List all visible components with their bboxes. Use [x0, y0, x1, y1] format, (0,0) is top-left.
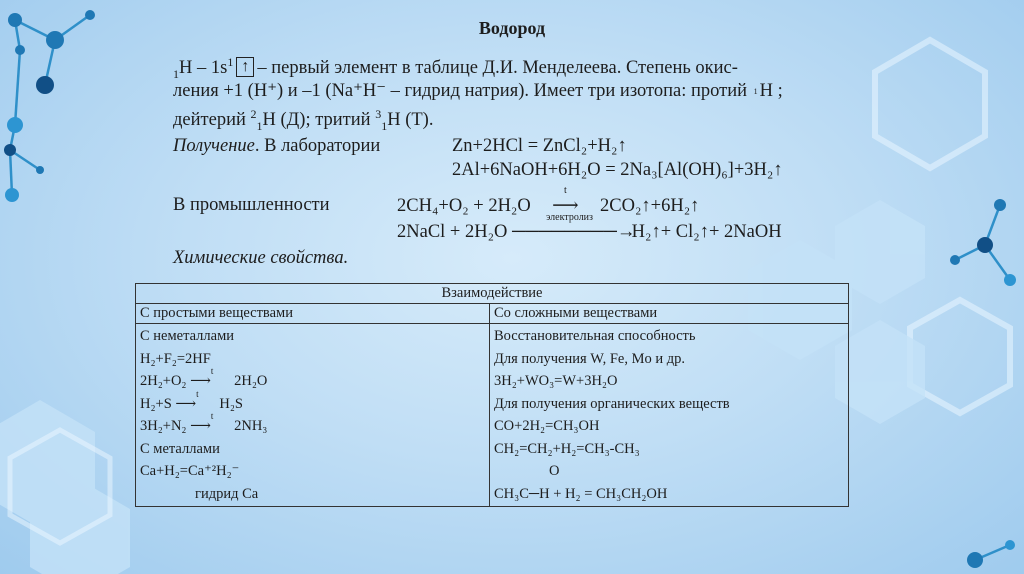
- arrow-cond: t: [563, 185, 567, 196]
- list-item: С неметаллами: [140, 328, 235, 344]
- products: 2H₂O: [234, 373, 268, 389]
- products: H₂S: [219, 395, 243, 412]
- reaction-arrow: t ⟶: [190, 415, 234, 438]
- reactants: 2H₂+O₂: [140, 373, 191, 389]
- arrow-heat: t ⟶: [535, 195, 595, 217]
- orbital-box: ↑: [236, 57, 254, 77]
- complex-substances-cell: [490, 324, 849, 507]
- deuterium-label: дейтерий: [173, 110, 246, 131]
- ind-eq2-left: 2NaCl + 2H₂O: [397, 222, 508, 242]
- col-header-simple: С простыми веществами: [136, 304, 490, 324]
- arrow-cond: t: [210, 411, 214, 421]
- industry-label: В промышленности: [173, 195, 330, 215]
- industry-equation-2: [397, 212, 782, 243]
- lab-equation-1: Zn+2HCl = ZnCl₂+H₂↑: [452, 136, 627, 156]
- intro-line-2-text: ления +1 (H⁺) и –1 (Na⁺H⁻ – гидрид натрия). Имеет три изотопа: протий: [173, 81, 748, 101]
- products: 2NH₃: [234, 418, 268, 434]
- col-header-complex: Со сложными веществами: [490, 304, 849, 324]
- list-item: H₂+F₂=2HF: [140, 350, 211, 367]
- arrow-cond: t: [196, 388, 199, 399]
- lab-label: . В лаборатории: [254, 136, 381, 156]
- list-item: [140, 411, 485, 438]
- intro-line-1-text: – первый элемент в таблице Д.И. Менделеева. Степень окис-: [257, 58, 738, 79]
- list-item: 3H₂+WO₃=W+3H₂O: [494, 373, 618, 389]
- deuterium-symbol: H (Д); тритий: [262, 110, 371, 131]
- obtaining-heading: Получение: [173, 136, 255, 156]
- list-item: С металлами: [140, 440, 220, 457]
- table-header: Взаимодействие: [136, 284, 849, 304]
- list-item: Ca+H₂=Ca⁺²H₂⁻: [140, 463, 240, 479]
- intro-line-1: $_1H - 1s^1$ ↑ – первый элемент в таблице Д.И. Менделеева. Степень окис-: [173, 55, 738, 81]
- list-item: Для получения органических веществ: [494, 395, 730, 412]
- tritium-symbol: H (T).: [387, 110, 434, 131]
- list-item: O: [549, 463, 560, 479]
- list-item: гидрид Ca: [195, 485, 259, 502]
- simple-substances-cell: [136, 324, 490, 507]
- lab-equation-2: 2Al+6NaOH+6H₂O = 2Na₃[Al(OH)₆]+3H₂↑: [452, 160, 783, 180]
- list-item: CH₂=CH₂+H₂=CH₃-CH₃: [494, 440, 640, 457]
- chem-props-heading: Химические свойства.: [173, 248, 349, 268]
- interaction-table: [135, 283, 849, 507]
- reactants: H₂+S: [140, 395, 176, 412]
- intro-line-3: дейтерий $^2_1$H (Д); тритий $^3_1$H (T).: [173, 107, 434, 133]
- reaction-arrow: t ⟶: [175, 393, 219, 416]
- list-item: CH₃C─H + H₂ = CH₃CH₂OH: [494, 485, 668, 502]
- protium-symbol: 1: [753, 86, 758, 96]
- intro-line-2: ления +1 (H⁺) и –1 (Na⁺H⁻ – гидрид натрия). Имеет три изотопа: протий 1 H ;: [173, 81, 783, 101]
- arrow-electrolysis: электролиз ────────→: [512, 212, 636, 242]
- list-item: Восстановительная способность: [494, 328, 696, 344]
- arrow-cond: электролиз: [546, 212, 593, 223]
- slide-title: Водород: [478, 18, 546, 38]
- reaction-arrow: t ⟶: [190, 370, 234, 393]
- obtaining-lab-line: [173, 136, 380, 157]
- arrow-cond: t: [210, 366, 214, 376]
- electron-config: H – 1s: [179, 58, 228, 79]
- ind-eq2-right: H₂↑+ Cl₂↑+ 2NaOH: [631, 222, 782, 242]
- ind-eq1-left: 2CH₄+O₂ + 2H₂O: [397, 196, 531, 216]
- reactants: 3H₂+N₂: [140, 418, 191, 434]
- ind-eq1-right: 2CO₂↑+6H₂↑: [600, 196, 700, 216]
- list-item: Для получения W, Fe, Mo и др.: [494, 350, 686, 367]
- list-item: CO+2H₂=CH₃OH: [494, 418, 600, 434]
